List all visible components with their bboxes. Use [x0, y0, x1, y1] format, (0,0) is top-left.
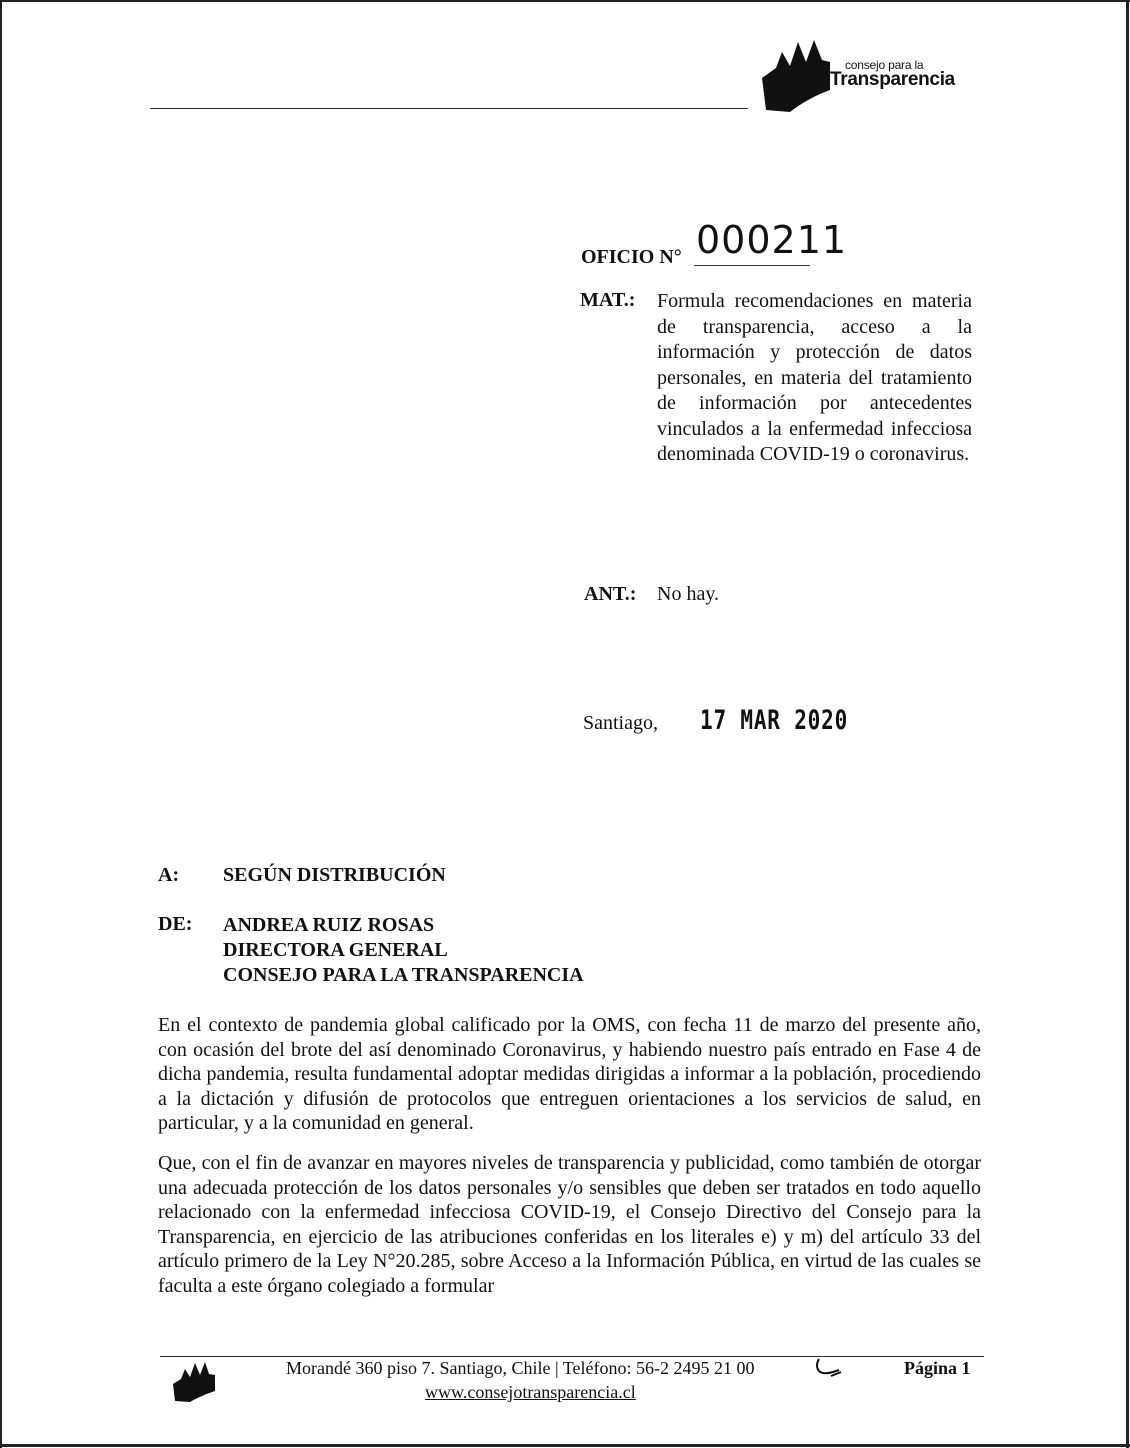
- handwritten-mark-icon: [813, 1356, 843, 1387]
- oficio-number: 000211: [696, 218, 848, 262]
- sender-org: CONSEJO PARA LA TRANSPARENCIA: [223, 964, 584, 986]
- sender-name: ANDREA RUIZ ROSAS: [223, 914, 435, 936]
- page-border-left: [0, 0, 2, 1448]
- oficio-underline: [694, 265, 810, 266]
- mat-label: MAT.:: [580, 289, 636, 311]
- logo-text-big: Transparencia: [830, 69, 955, 90]
- recipient-value: SEGÚN DISTRIBUCIÓN: [223, 864, 446, 886]
- page-border-top: [0, 0, 1130, 2]
- sender-label: DE:: [158, 913, 193, 935]
- recipient-label: A:: [158, 864, 180, 886]
- sender-block: [223, 913, 584, 988]
- ant-text: No hay.: [657, 583, 720, 605]
- oficio-label: OFICIO N°: [581, 246, 682, 268]
- footer-address: Morandé 360 piso 7. Santiago, Chile | Teléfono: 56-2 2495 21 00: [286, 1358, 755, 1378]
- footer-rule: [160, 1356, 984, 1357]
- city-label: Santiago,: [583, 712, 658, 734]
- body-paragraph-2: Que, con el fin de avanzar en mayores niveles de transparencia y publicidad, como también de otorgar una adecuada protección de los datos personales y/o sensibles que deben ser tratados en todo aquello relacionado con la enfermedad infecciosa COVID-19, el Consejo Directivo del Consejo para la Transparencia, en ejercicio de las atribuciones conferidas en los literales e) y m) del artículo 33 del artículo primero de la Ley N°20.285, sobre Acceso a la Información Pública, en virtud de las cuales se faculta a este órgano colegiado a formular: [158, 1152, 981, 1297]
- date-stamp: 17 MAR 2020: [700, 705, 849, 736]
- logo-text-small: consejo para la: [845, 58, 924, 72]
- header-rule: [150, 108, 748, 109]
- page-border-bottom: [0, 1444, 1130, 1447]
- footer-website-link[interactable]: www.consejotransparencia.cl: [425, 1382, 636, 1402]
- mat-text: Formula recomendaciones en materia de transparencia, acceso a la información y protección de datos personales, en materia del tratamiento de información por antecedentes vinculados a la enfermedad infecciosa denominada COVID-19 o coronavirus.: [657, 290, 972, 465]
- page-border-right: [1126, 0, 1129, 1448]
- logo-mark-icon: [760, 40, 832, 112]
- sender-role: DIRECTORA GENERAL: [223, 939, 448, 961]
- footer-page-number: Página 1: [904, 1358, 971, 1378]
- footer-logo-icon: [172, 1362, 216, 1407]
- ant-label: ANT.:: [584, 583, 637, 605]
- body-paragraph-1: En el contexto de pandemia global calificado por la OMS, con fecha 11 de marzo del presente año, con ocasión del brote del así denominado Coronavirus, y habiendo nuestro país entrado en Fase 4 de dicha pandemia, resulta fundamental adoptar medidas dirigidas a informar a la población, procediendo a la dictación y difusión de protocolos que entreguen orientaciones a los servicios de salud, en particular, y a la comunidad en general.: [158, 1014, 981, 1134]
